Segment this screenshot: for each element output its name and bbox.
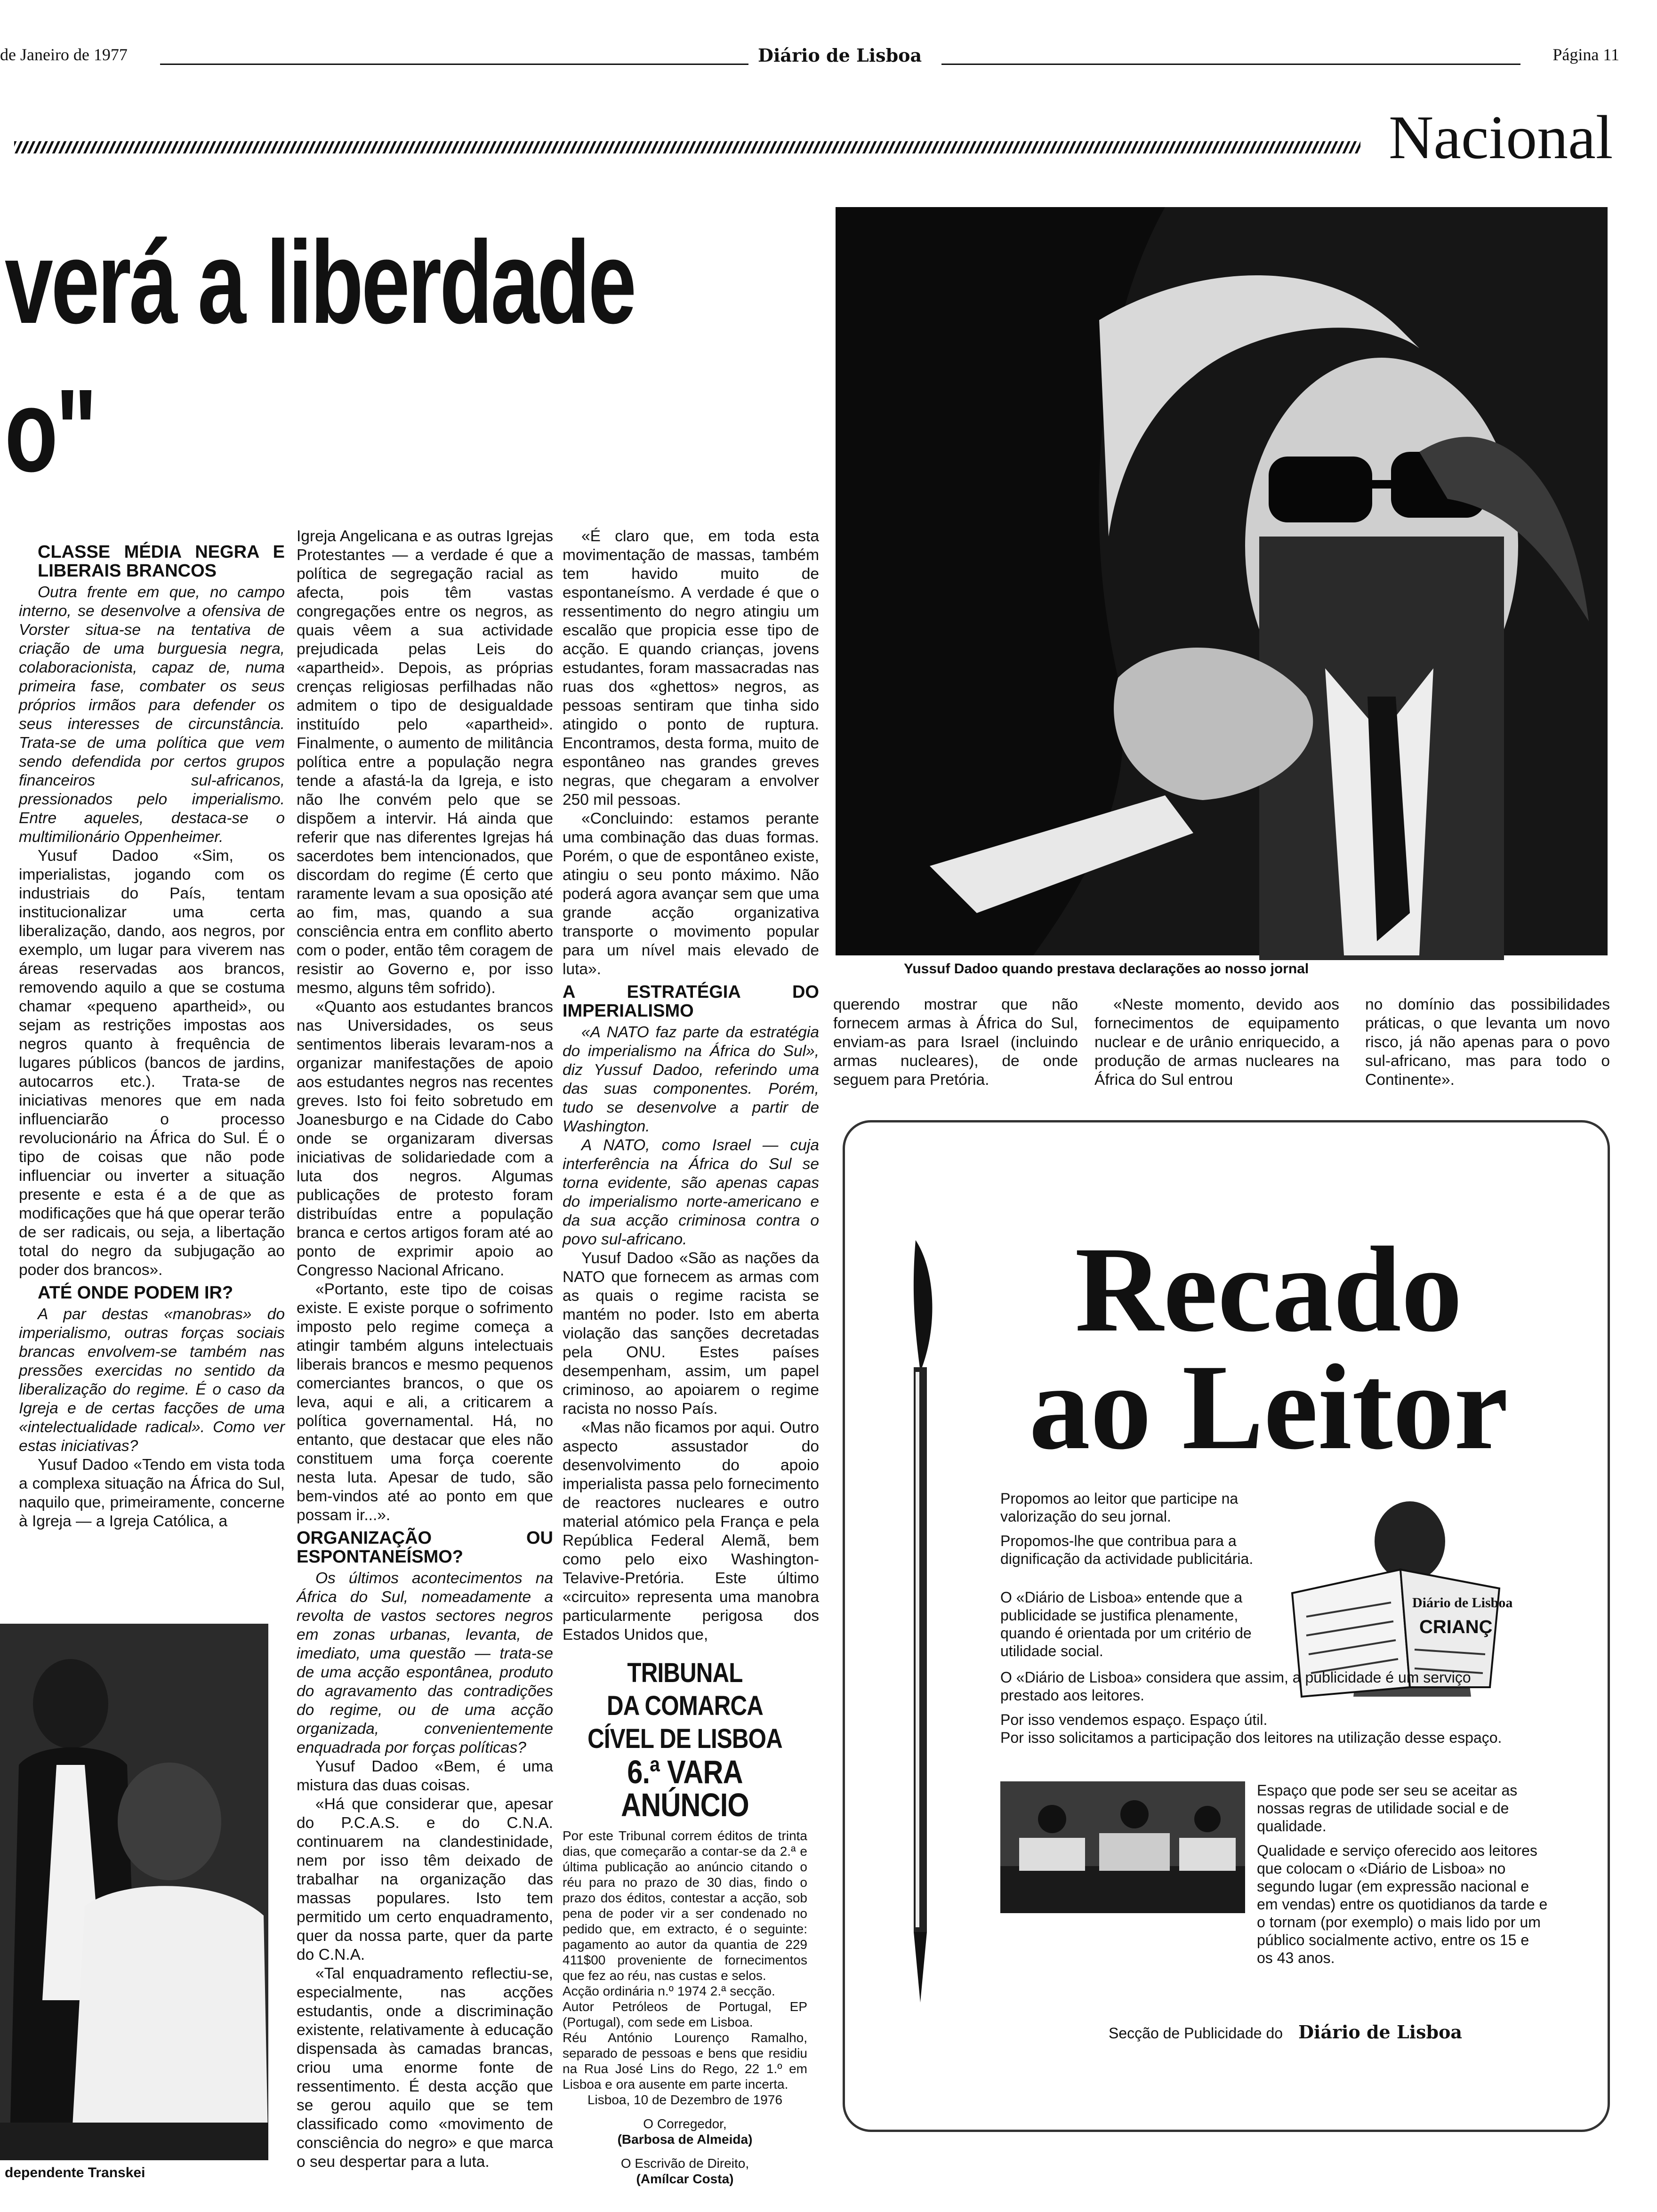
column1-italic-2: A par destas «manobras» do imperialismo, outras forças sociais brancas envolvem-se também nas pressões exercidas no sentido da liberalização do regime. É o caso da Igreja e de certas facções de uma «intelectualidade radical». Como ver estas iniciativas? [19, 1306, 285, 1455]
column3-paragraph-4: «Mas não ficamos por aqui. Outro aspecto assustador do desenvolvimento do apoio imperialista passa pelo fornecimento de reactores nucleares e outro material atómico pela França e pela República Federal Alemã, bem como pelo eixo Washington-Telavive-Pretória. Este último «circuito» representa uma manobra particularmente perigosa dos Estados Unidos que, [563, 1419, 819, 1643]
subhead-ate-onde: ATÉ ONDE PODEM IR? [38, 1283, 233, 1303]
tribunal-line-1: TRIBUNAL [627, 1658, 743, 1688]
office-workers-photo [1000, 1781, 1245, 1913]
page-header [0, 45, 1619, 65]
article-column-2 [297, 527, 553, 2172]
subhead-organizacao: ORGANIZAÇÃO OU ESPONTANEÍSMO? [297, 1528, 553, 1567]
continuation-text-1: querendo mostrar que não fornecem armas à África do Sul, enviam-as para Israel (incluindo armas nucleares), de onde seguem para Pretória. [833, 996, 1078, 1089]
column3-paragraph-3: Yusuf Dadoo «São as nações da NATO que fornecem as armas com as quais o regime racista se mantém no poder. Isto em aberta violação das sanções decretadas pela ONU. Estes países desempenham, assim, um papel criminoso, ao apoiarem o regime racista no nosso País. [563, 1250, 819, 1418]
continuation-column-1 [833, 995, 1078, 1090]
photo-caption: Yussuf Dadoo quando prestava declarações ao nosso jornal [904, 961, 1309, 977]
column2-paragraph-6: «Tal enquadramento reflectiu-se, especialmente, nas acções estudantis, onde a discriminação existente, relativamente à educação dispensada às camadas brancas, criou uma enorme fonte de ressentimento. É desta acção que se gerou aquilo que se tem classificado como «movimento de consciência do negro» e que marca o seu despertar para a luta. [297, 1965, 553, 2171]
ad-paragraph-4: O «Diário de Lisboa» considera que assim, a publicidade é um serviço prestado aos leitores. [1000, 1669, 1471, 1704]
article-column-3 [563, 527, 819, 1644]
signature-2-name: (Amílcar Costa) [636, 2172, 734, 2186]
column1-italic-1: Outra frente em que, no campo interno, se desenvolve a ofensiva de Vorster situa-se na tentativa de criação de uma burguesia negra, colaboracionista, capaz de, numa primeira fase, combater os seus próprios irmãos para defender os seus interesses de circunstância. Trata-se de uma política que vem sendo defendida por certos grupos financeiros sul-africanos, pressionados pelo imperialismo. Entre aqueles, destaca-se o multimilionário Oppenheimer. [19, 584, 285, 846]
column2-italic: Os últimos acontecimentos na África do Sul, nomeadamente a revolta de vastos sectores negros em zonas urbanas, levanta, de imediato, uma questão — trata-se de uma acção espontânea, produto do agravamento das contradições do regime, ou de uma acção organizada, convenientemente enquadrada por forças políticas? [297, 1570, 553, 1756]
column3-italic-1: «A NATO faz parte da estratégia do imperialismo na África do Sul», diz Yussuf Dadoo, referindo uma das suas componentes. Porém, tudo se desenvolve a partir de Washington. [563, 1024, 819, 1135]
tribunal-body-3: Autor Petróleos de Portugal, EP (Portugal), com sede em Lisboa. [563, 1999, 807, 2029]
tribunal-line-5: ANÚNCIO [621, 1787, 749, 1823]
ad-paragraph-1: Propomos ao leitor que participe na valorização do seu jornal. [1000, 1490, 1239, 1525]
signature-1-name: (Barbosa de Almeida) [617, 2132, 753, 2147]
signature-block-1 [563, 2116, 807, 2147]
photo-transkei [0, 1624, 268, 2160]
tribunal-date: Lisboa, 10 de Dezembro de 1976 [587, 2092, 783, 2107]
signature-1-title: O Corregedor, [643, 2116, 727, 2131]
headline-line-2: o" [5, 365, 95, 496]
section-title: Nacional [1389, 103, 1613, 172]
page-number: Página 11 [1552, 45, 1619, 64]
photo-yussuf-dadoo [836, 207, 1608, 955]
column1-paragraph-1: Yusuf Dadoo «Sim, os imperialistas, jogando com os industriais do País, tentam institucionalizar uma certa liberalização, dando, aos negros, por exemplo, um lugar para viverem nas áreas reservadas aos brancos, removendo aquilo a que se costuma chamar «pequeno apartheid», ou sejam as restrições impostas aos negros quanto à frequência de lugares públicos (bancos de jardins, autocarros etc.). Trata-se de iniciativas menores que em nada influenciarão o processo revolucionário na África do Sul. É o tipo de coisas que não pode influenciar ou inverter a situação presente e esta é a de que as modificações que há que operar terão de ser radicais, ou seja, a libertação total do negro da subjugação ao poder dos brancos». [19, 847, 285, 1279]
tribunal-line-4: 6.ª VARA [627, 1754, 743, 1790]
header-rule-left [160, 64, 748, 65]
headline-line-1: verá a liberdade [5, 216, 635, 348]
continuation-text-2: «Neste momento, devido aos fornecimentos de equipamento nuclear e de urânio enriquecido, a produção de armas nucleares na África do Sul entrou [1094, 996, 1339, 1089]
section-hatch-rule [14, 141, 1360, 153]
continuation-column-2 [1094, 995, 1339, 1090]
ad-text-block-4 [1257, 1781, 1549, 1973]
newspaper-headline-text: CRIANÇ [1419, 1617, 1493, 1637]
signature-block-2 [563, 2156, 807, 2187]
fountain-pen-icon [845, 1231, 967, 2059]
column2-paragraph-3: «Portanto, este tipo de coisas existe. E existe porque o sofrimento imposto pelo regime começa a atingir também alguns intelectuais liberais brancos e mesmo pequenos comerciantes brancos, o que os leva, aqui e ali, a criticarem a política governamental. Há, no entanto, que destacar que eles não constituem uma força coerente nesta luta. Apesar de tudo, são bem-vindos até ao ponto em que possam ir...». [297, 1281, 553, 1524]
ad-title-line-2: ao Leitor [1029, 1339, 1509, 1475]
article-column-1 [19, 539, 285, 1531]
column2-paragraph-4: Yusuf Dadoo «Bem, é uma mistura das duas coisas. [297, 1758, 553, 1794]
transkei-caption: dependente Transkei [5, 2165, 145, 2180]
ad-text-block-3 [1000, 1668, 1518, 1753]
subhead-classe-media: CLASSE MÉDIA NEGRA E LIBERAIS BRANCOS [38, 542, 285, 581]
header-rule-right [941, 64, 1520, 65]
ad-paragraph-5: Por isso vendemos espaço. Espaço útil. [1000, 1711, 1268, 1728]
ad-paragraph-3: O «Diário de Lisboa» entende que a publicidade se justifica plenamente, quando é orientada por um critério de utilidade social. [1000, 1589, 1252, 1659]
transkei-photo-illustration [0, 1624, 268, 2160]
ad-paragraph-8: Qualidade e serviço oferecido aos leitores que colocam o «Diário de Lisboa» no segundo lugar (em expressão nacional e em vendas) entre os quotidianos da tarde e o tornam (por exemplo) o mais lido por um público socialmente activo, entre os 15 e os 43 anos. [1257, 1842, 1548, 1966]
signature-2-title: O Escrivão de Direito, [620, 2156, 749, 2171]
ad-footer-label: Secção de Publicidade do [1109, 2025, 1283, 2042]
column3-paragraph-1: «É claro que, em toda esta movimentação de massas, também tem havido muito de espontaneísmo. A verdade é que o ressentimento do negro atingiu um escalão que propicia esse tipo de acção. E quando crianças, jovens estudantes, foram massacradas nas ruas dos «ghettos» negros, as pessoas sentiram que tinha sido atingido o ponto de ruptura. Encontramos, desta forma, muito de espontâneo nas grandes greves negras, que chegaram a envolver 250 mil pessoas. [563, 528, 819, 809]
column2-paragraph-5: «Há que considerar que, apesar do P.C.A.S. e do C.N.A. continuarem na clandestinidade, nem por isso têm deixado de trabalhar na organização das massas populares. Isto tem permitido um certo enquadramento, quer da nossa parte, quer da parte do C.N.A. [297, 1795, 553, 1964]
reader-with-newspaper-icon [1292, 1499, 1513, 1697]
newspaper-name: Diário de Lisboa [758, 45, 922, 66]
tribunal-notice [563, 1657, 807, 2187]
ad-recado-ao-leitor [843, 1120, 1610, 2132]
tribunal-body-2: Acção ordinária n.º 1974 2.ª secção. [563, 1984, 775, 1998]
newspaper-masthead-text: Diário de Lisboa [1412, 1595, 1513, 1611]
tribunal-line-3: CÍVEL DE LISBOA [587, 1723, 782, 1754]
ad-footer-brand: Diário de Lisboa [1298, 2021, 1463, 2043]
ad-paragraph-2: Propomos-lhe que contribua para a dignificação da actividade publicitária. [1000, 1532, 1254, 1567]
issue-date: de Janeiro de 1977 [0, 45, 128, 64]
ad-text-block-1 [1000, 1490, 1292, 1574]
column2-paragraph-1: Igreja Angelicana e as outras Igrejas Protestantes — a verdade é que a política de segregação racial as afecta, pois têm vastas congregações entre os negros, as quais vêem a sua actividade prejudicada pelas Leis do «apartheid». Depois, as próprias crenças religiosas perfilhadas não admitem o tipo de desigualdade instituído pelo «apartheid». Finalmente, o aumento de militância política entre a população negra tende a afastá-la da Igreja, e isto não lhe convém pelo que se dispõem a intervir. Há ainda que referir que nas diferentes Igrejas há sacerdotes bem intencionados, que discordam do regime (É certo que raramente levam a sua oposição até ao fim, mas, quando a sua consciência entra em conflito aberto com o poder, então têm coragem de resistir ao Governo e, por isso mesmo, alguns têm sofrido). [297, 528, 553, 997]
column2-paragraph-2: «Quanto aos estudantes brancos nas Universidades, os seus sentimentos liberais levaram-nos a organizar manifestações de apoio aos estudantes negros nas recentes greves. Isto foi feito sobretudo em Joanesburgo e na Cidade do Cabo onde se organizaram diversas iniciativas de solidariedade com a luta dos negros. Algumas publicações de protesto foram distribuídas entre a população branca e certos artigos foram até ao ponto de exprimir apoio ao Congresso Nacional Africano. [297, 998, 553, 1279]
column3-italic-2: A NATO, como Israel — cuja interferência na África do Sul se torna evidente, são apenas capas do imperialismo norte-americano e da sua acção criminosa contra o povo sul-africano. [563, 1137, 819, 1248]
tribunal-body-4: Réu António Lourenço Ramalho, separado de pessoas e bens que residiu na Rua José Lins do Rego, 22 1.º em Lisboa e ora ausente em parte incerta. [563, 2030, 807, 2092]
continuation-column-3 [1365, 995, 1610, 1090]
tribunal-line-2: DA COMARCA [606, 1691, 764, 1721]
subhead-estrategia: A ESTRATÉGIA DO IMPERIALISMO [563, 982, 819, 1021]
column3-paragraph-2: «Concluindo: estamos perante uma combinação das duas formas. Porém, o que de espontâneo existe, atingiu o seu ponto máximo. Não poderá agora avançar sem que uma grande acção organizativa transporte o movimento popular para um nível mais elevado de luta». [563, 810, 819, 978]
ad-footer [1109, 2021, 1532, 2043]
continuation-text-3: no domínio das possibilidades práticas, o que levanta um novo risco, já não apenas para o povo sul-africano, mas para todo o Continente». [1365, 996, 1610, 1089]
ad-paragraph-6: Por isso solicitamos a participação dos leitores na utilização desse espaço. [1000, 1729, 1502, 1746]
ad-title-line-1: Recado [1075, 1222, 1463, 1357]
ad-paragraph-7: Espaço que pode ser seu se aceitar as nossas regras de utilidade social e de qualidade. [1257, 1782, 1518, 1835]
ad-text-block-2 [1000, 1588, 1292, 1667]
tribunal-body-1: Por este Tribunal correm éditos de trinta dias, que começarão a contar-se da 2.ª e última publicação ao anúncio citando o réu para no prazo de 30 dias, findo o prazo dos éditos, contestar a acção, sob pena de poder vir a ser condenado no pedido que, em extracto, é o seguinte: pagamento ao autor da quantia de 229 411$00 proveniente de fornecimentos que fez ao réu, nas custas e selos. [563, 1828, 807, 1983]
column1-paragraph-2: Yusuf Dadoo «Tendo em vista toda a complexa situação na África do Sul, naquilo que, primeiramente, concerne à Igreja — a Igreja Católica, a [19, 1456, 285, 1530]
portrait-illustration [836, 207, 1608, 955]
